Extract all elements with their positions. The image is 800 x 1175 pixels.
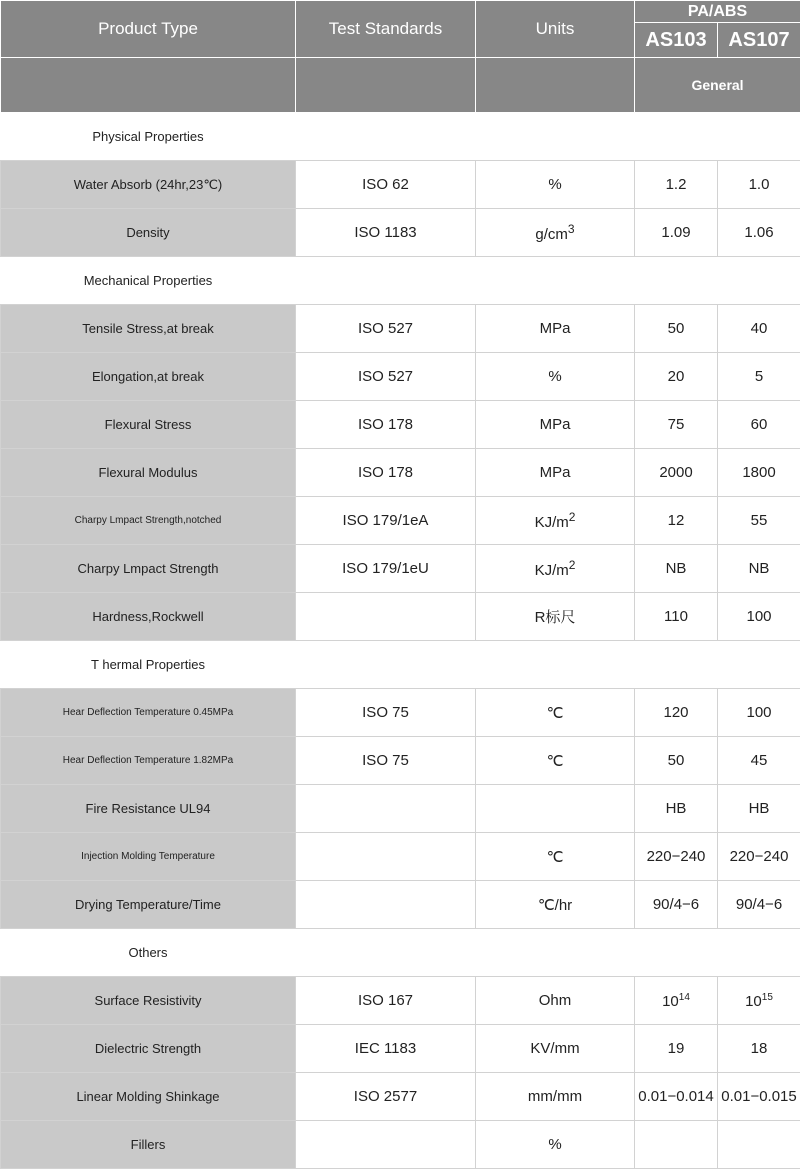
table-row xyxy=(1,881,800,929)
property-name: Dielectric Strength xyxy=(1,1025,296,1073)
value-as107: $10^{15}$ xyxy=(718,977,800,1025)
property-name: Density xyxy=(1,209,296,257)
header-row xyxy=(1,1,800,23)
property-name: Flexural Modulus xyxy=(1,449,296,497)
test-standard: ISO 527 xyxy=(296,305,476,353)
test-standard: ISO 179/1eA xyxy=(296,497,476,545)
test-standard xyxy=(296,833,476,881)
section-spacer xyxy=(296,113,800,161)
value-as107: 18 xyxy=(718,1025,800,1073)
value-as103: 19 xyxy=(635,1025,718,1073)
value-as107: 5 xyxy=(718,353,800,401)
header-units: Units xyxy=(476,1,635,58)
header-grade-as107: AS107 xyxy=(718,23,800,58)
header-test-standards: Test Standards xyxy=(296,1,476,58)
table-row xyxy=(1,209,800,257)
unit: % xyxy=(476,1121,635,1169)
value-as107: 1800 xyxy=(718,449,800,497)
table-row xyxy=(1,449,800,497)
property-name: Fire Resistance UL94 xyxy=(1,785,296,833)
value-as103: 50 xyxy=(635,305,718,353)
unit: R标尺 xyxy=(476,593,635,641)
value-as107: 45 xyxy=(718,737,800,785)
property-name: Charpy Lmpact Strength,notched xyxy=(1,497,296,545)
table-row xyxy=(1,305,800,353)
section-spacer xyxy=(296,257,800,305)
value-as107: 60 xyxy=(718,401,800,449)
table-row xyxy=(1,689,800,737)
unit: $KJ/m^2$ xyxy=(476,545,635,593)
table-row xyxy=(1,545,800,593)
value-as107: 100 xyxy=(718,689,800,737)
property-name: Injection Molding Temperature xyxy=(1,833,296,881)
value-as103: 20 xyxy=(635,353,718,401)
test-standard: ISO 179/1eU xyxy=(296,545,476,593)
section-spacer xyxy=(296,929,800,977)
unit: % xyxy=(476,353,635,401)
value-as103 xyxy=(635,1121,718,1169)
table-row xyxy=(1,785,800,833)
section-title: Others xyxy=(1,929,296,977)
test-standard xyxy=(296,1121,476,1169)
header-material: PA/ABS xyxy=(635,1,800,23)
value-as103: 90/4−6 xyxy=(635,881,718,929)
test-standard: ISO 527 xyxy=(296,353,476,401)
test-standard: ISO 62 xyxy=(296,161,476,209)
unit: mm/mm xyxy=(476,1073,635,1121)
test-standard: ISO 2577 xyxy=(296,1073,476,1121)
value-as107: 1.06 xyxy=(718,209,800,257)
unit: $KJ/m^2$ xyxy=(476,497,635,545)
value-as103: 50 xyxy=(635,737,718,785)
test-standard: ISO 75 xyxy=(296,737,476,785)
unit: MPa xyxy=(476,449,635,497)
value-as107: 90/4−6 xyxy=(718,881,800,929)
test-standard xyxy=(296,593,476,641)
unit: KV/mm xyxy=(476,1025,635,1073)
test-standard: ISO 178 xyxy=(296,449,476,497)
property-name: Linear Molding Shinkage xyxy=(1,1073,296,1121)
value-as103: 1.2 xyxy=(635,161,718,209)
value-as103: 220−240 xyxy=(635,833,718,881)
property-name: Hardness,Rockwell xyxy=(1,593,296,641)
property-name: Hear Deflection Temperature 1.82MPa xyxy=(1,737,296,785)
table-row xyxy=(1,593,800,641)
section-title: T hermal Properties xyxy=(1,641,296,689)
test-standard xyxy=(296,881,476,929)
value-as103: 2000 xyxy=(635,449,718,497)
property-name: Charpy Lmpact Strength xyxy=(1,545,296,593)
table-row xyxy=(1,1073,800,1121)
section-title: Mechanical Properties xyxy=(1,257,296,305)
value-as107: 1.0 xyxy=(718,161,800,209)
value-as103: 1.09 xyxy=(635,209,718,257)
unit: % xyxy=(476,161,635,209)
section-row xyxy=(1,929,800,977)
value-as107: 40 xyxy=(718,305,800,353)
test-standard xyxy=(296,785,476,833)
test-standard: IEC 1183 xyxy=(296,1025,476,1073)
unit: MPa xyxy=(476,401,635,449)
value-as103: 120 xyxy=(635,689,718,737)
unit: ℃ xyxy=(476,689,635,737)
header-grade-type: General xyxy=(635,58,800,113)
property-name: Hear Deflection Temperature 0.45MPa xyxy=(1,689,296,737)
section-row xyxy=(1,641,800,689)
property-name: Elongation,at break xyxy=(1,353,296,401)
value-as107: 100 xyxy=(718,593,800,641)
value-as107: 0.01−0.015 xyxy=(718,1073,800,1121)
table-row xyxy=(1,353,800,401)
unit xyxy=(476,785,635,833)
value-as107 xyxy=(718,1121,800,1169)
header-subrow xyxy=(1,58,800,113)
header-blank-3 xyxy=(476,58,635,113)
value-as107: 220−240 xyxy=(718,833,800,881)
unit: Ohm xyxy=(476,977,635,1025)
value-as103: 75 xyxy=(635,401,718,449)
test-standard: ISO 178 xyxy=(296,401,476,449)
header-blank-2 xyxy=(296,58,476,113)
property-name: Drying Temperature/Time xyxy=(1,881,296,929)
property-name: Water Absorb (24hr,23℃) xyxy=(1,161,296,209)
table-row xyxy=(1,1025,800,1073)
table-row xyxy=(1,401,800,449)
value-as107: NB xyxy=(718,545,800,593)
header-blank-1 xyxy=(1,58,296,113)
unit: $g/cm^3$ xyxy=(476,209,635,257)
table-row xyxy=(1,977,800,1025)
table-row xyxy=(1,497,800,545)
test-standard: ISO 1183 xyxy=(296,209,476,257)
value-as103: 12 xyxy=(635,497,718,545)
test-standard: ISO 167 xyxy=(296,977,476,1025)
value-as103: NB xyxy=(635,545,718,593)
value-as103: HB xyxy=(635,785,718,833)
table-row xyxy=(1,737,800,785)
value-as103: 0.01−0.014 xyxy=(635,1073,718,1121)
header-product-type: Product Type xyxy=(1,1,296,58)
value-as103: $10^{14}$ xyxy=(635,977,718,1025)
section-title: Physical Properties xyxy=(1,113,296,161)
table-row xyxy=(1,1121,800,1169)
value-as103: 110 xyxy=(635,593,718,641)
property-name: Fillers xyxy=(1,1121,296,1169)
unit: ℃ xyxy=(476,833,635,881)
value-as107: 55 xyxy=(718,497,800,545)
table-row xyxy=(1,833,800,881)
section-row xyxy=(1,257,800,305)
unit: MPa xyxy=(476,305,635,353)
unit: ℃/hr xyxy=(476,881,635,929)
section-spacer xyxy=(296,641,800,689)
property-name: Flexural Stress xyxy=(1,401,296,449)
unit: ℃ xyxy=(476,737,635,785)
table-row xyxy=(1,161,800,209)
property-name: Surface Resistivity xyxy=(1,977,296,1025)
header-grade-as103: AS103 xyxy=(635,23,718,58)
section-row xyxy=(1,113,800,161)
test-standard: ISO 75 xyxy=(296,689,476,737)
value-as107: HB xyxy=(718,785,800,833)
property-name: Tensile Stress,at break xyxy=(1,305,296,353)
